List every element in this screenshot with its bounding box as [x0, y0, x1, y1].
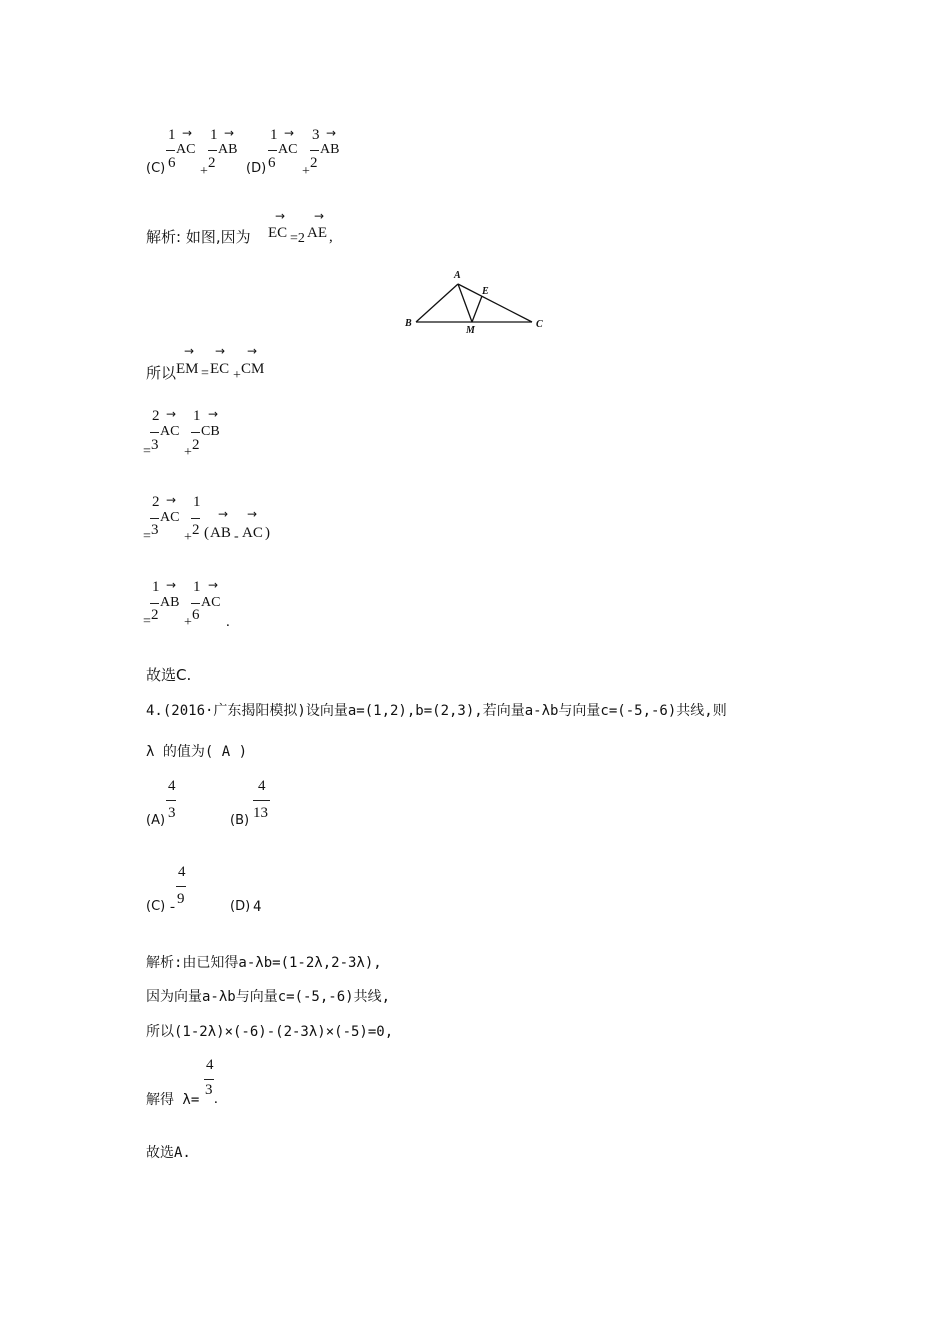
vector-arrow: →	[314, 209, 325, 223]
fraction-denominator: 2	[192, 437, 200, 453]
fraction-bar	[176, 886, 186, 887]
vector-arrow: →	[218, 507, 229, 521]
question-4-line-1: 4.(2016·广东揭阳模拟)设向量a=(1,2),b=(2,3),若向量a-λb与向量c=(-5,-6)共线,则	[146, 703, 727, 719]
fraction-bar	[191, 432, 200, 433]
vector-arrow: →	[166, 578, 177, 592]
analysis-text: 解析: 如图,因为	[146, 228, 251, 246]
fraction-numerator: 1	[193, 579, 201, 595]
vector-arrow: →	[326, 126, 337, 140]
point-label-b: B	[405, 318, 412, 329]
question-4-line-2: λ 的值为( A )	[146, 744, 248, 760]
point-label-m: M	[466, 325, 475, 336]
fraction-denominator: 3	[168, 805, 176, 821]
answer-line: 故选C.	[146, 666, 192, 684]
vector-arrow: →	[182, 126, 193, 140]
plus-sign: +	[184, 530, 192, 545]
vector-name: AC	[160, 510, 180, 525]
fraction-numerator: 4	[258, 778, 266, 794]
fraction-bar	[150, 432, 159, 433]
plus-sign: +	[302, 164, 310, 179]
fraction-denominator: 6	[168, 155, 176, 171]
vector-arrow: →	[166, 407, 177, 421]
option-label-c: (C)	[146, 899, 166, 914]
fraction-denominator: 13	[253, 805, 268, 821]
vector-name: EM	[176, 361, 199, 377]
vector-arrow: →	[208, 407, 219, 421]
option-label-a: (A)	[146, 813, 166, 828]
fraction-numerator: 1	[152, 579, 160, 595]
plus-sign: +	[200, 164, 208, 179]
fraction-bar	[204, 1079, 214, 1080]
equals-sign: =	[143, 614, 151, 629]
point-label-c: C	[536, 319, 543, 330]
equals-sign: =	[201, 366, 209, 381]
vector-name: EC	[210, 361, 230, 377]
fraction-denominator: 3	[205, 1082, 213, 1098]
fraction-numerator: 1	[193, 408, 201, 424]
vector-arrow: →	[275, 209, 286, 223]
fraction-numerator: 2	[152, 408, 160, 424]
segment-me	[472, 296, 482, 322]
fraction-denominator: 3	[151, 522, 159, 538]
option-label: (D)	[246, 161, 267, 176]
vector-arrow: →	[166, 493, 177, 507]
vector-name: AB	[320, 142, 340, 157]
analysis-2-line-3: 所以(1-2λ)×(-6)-(2-3λ)×(-5)=0,	[146, 1024, 394, 1040]
equals-sign: =	[143, 529, 151, 544]
minus-sign: -	[170, 899, 175, 915]
vector-name: CB	[201, 424, 220, 439]
triangle-lines	[416, 284, 532, 322]
fraction-denominator: 6	[268, 155, 276, 171]
side-ab	[416, 284, 458, 322]
fraction-numerator: 1	[193, 494, 201, 510]
fraction-bar	[191, 518, 200, 519]
option-label-b: (B)	[230, 813, 250, 828]
option-label: (C)	[146, 161, 166, 176]
fraction-bar	[150, 518, 159, 519]
vector-name: AC	[176, 142, 196, 157]
fraction-bar	[166, 800, 176, 801]
vector-name: EC	[268, 225, 288, 241]
fraction-denominator: 3	[151, 437, 159, 453]
fraction-bar	[310, 150, 319, 151]
vector-name: CM	[241, 361, 265, 377]
fraction-bar	[150, 603, 159, 604]
equals-sign: =	[143, 444, 151, 459]
vector-arrow: →	[247, 344, 258, 358]
vector-name: AC	[160, 424, 180, 439]
vector-arrow: →	[224, 126, 235, 140]
fraction-numerator: 4	[168, 778, 176, 794]
answer-line: 故选A.	[146, 1145, 191, 1161]
plus-sign: +	[233, 368, 241, 383]
fraction-denominator: 9	[177, 891, 185, 907]
vector-arrow: →	[247, 507, 258, 521]
fraction-numerator: 1	[210, 127, 218, 143]
fraction-numerator: 4	[178, 864, 186, 880]
vector-arrow: →	[215, 344, 226, 358]
paren-close: )	[265, 525, 270, 541]
vector-arrow: →	[284, 126, 295, 140]
fraction-bar	[253, 800, 270, 801]
fraction-numerator: 1	[168, 127, 176, 143]
vector-name: AC	[242, 525, 263, 541]
vector-name: AB	[218, 142, 238, 157]
period: .	[226, 614, 230, 630]
analysis-2-line-1: 解析:由已知得a-λb=(1-2λ,2-3λ),	[146, 955, 382, 971]
fraction-numerator: 1	[270, 127, 278, 143]
vector-name: AE	[307, 225, 327, 241]
fraction-bar	[268, 150, 277, 151]
fraction-numerator: 4	[206, 1057, 214, 1073]
punctuation: ,	[329, 229, 333, 245]
vector-arrow: →	[184, 344, 195, 358]
equals-sign: =2	[290, 231, 305, 246]
fraction-denominator: 2	[208, 155, 216, 171]
point-label-e: E	[482, 286, 489, 297]
fraction-denominator: 2	[151, 607, 159, 623]
plus-sign: +	[184, 445, 192, 460]
fraction-bar	[191, 603, 200, 604]
point-label-a: A	[454, 270, 461, 281]
derivation-text: 所以	[146, 364, 177, 382]
fraction-bar	[208, 150, 217, 151]
option-label-d: (D)	[230, 899, 251, 914]
minus-sign: -	[234, 529, 239, 544]
fraction-numerator: 3	[312, 127, 320, 143]
vector-name: AC	[201, 595, 221, 610]
vector-name: AB	[160, 595, 180, 610]
vector-name: AC	[278, 142, 298, 157]
fraction-denominator: 2	[310, 155, 318, 171]
solution-text: 解得 λ=	[146, 1092, 200, 1108]
vector-name: AB	[210, 525, 231, 541]
plus-sign: +	[184, 615, 192, 630]
fraction-bar	[166, 150, 175, 151]
triangle-figure	[400, 265, 560, 340]
fraction-denominator: 2	[192, 522, 200, 538]
fraction-denominator: 6	[192, 607, 200, 623]
side-ac	[458, 284, 532, 322]
fraction-numerator: 2	[152, 494, 160, 510]
option-value-d: 4	[253, 899, 262, 915]
period: .	[214, 1091, 218, 1107]
vector-arrow: →	[208, 578, 219, 592]
paren-open: (	[204, 525, 209, 541]
analysis-2-line-2: 因为向量a-λb与向量c=(-5,-6)共线,	[146, 989, 391, 1005]
